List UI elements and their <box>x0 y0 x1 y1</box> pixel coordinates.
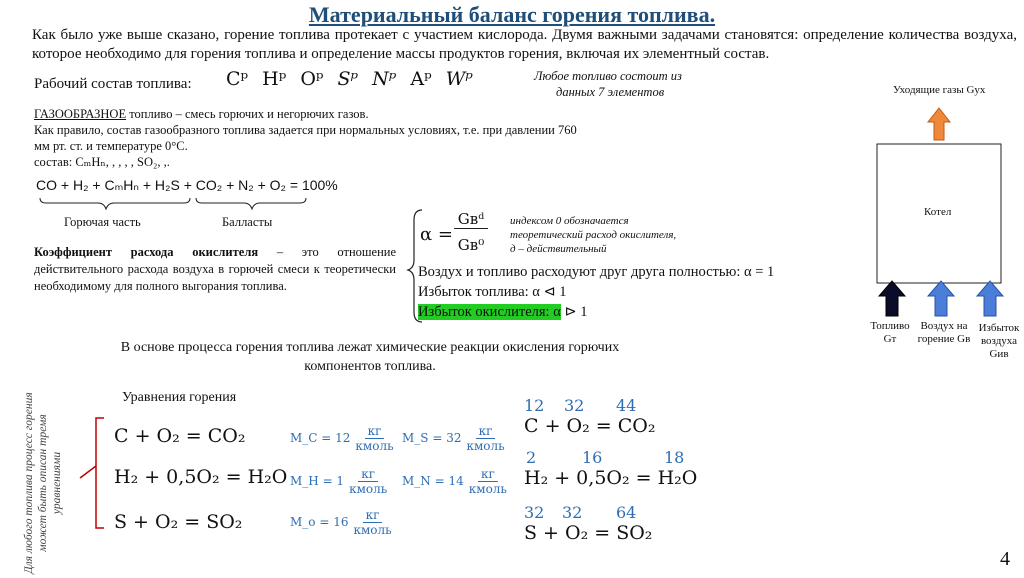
coef-definition <box>34 244 396 295</box>
mass-s: 32 <box>524 503 545 522</box>
mass-c: 12 <box>524 396 545 415</box>
mass-so2: 64 <box>616 503 637 522</box>
mass-h2: 2 <box>526 448 537 467</box>
mass-h2o: 18 <box>664 448 685 467</box>
unit-den: кмоль <box>466 439 505 453</box>
element-item: Wᵖ <box>445 68 473 90</box>
mass-half-o2: 16 <box>582 448 603 467</box>
element-item: Aᵖ <box>410 68 432 90</box>
exhaust-label: Уходящие газы Gух <box>893 84 986 96</box>
equation-sulfur-right: S + O₂ = SO₂ <box>524 522 653 544</box>
alpha-note-3: д – действительный <box>510 243 607 255</box>
gas-line3: мм рт. ст. и температуре 0°С. <box>34 139 188 153</box>
reactions-intro-2: компонентов топлива. <box>304 359 436 374</box>
molar-s-value: M_S = 32 <box>402 431 462 445</box>
page-number: 4 <box>1000 548 1010 570</box>
ballast-brace <box>196 198 306 209</box>
gas-term: ГАЗООБРАЗНОЕ <box>34 107 127 121</box>
fuel-label: Топливо Gт <box>870 320 910 345</box>
unit-num: кг <box>358 467 378 482</box>
gas-formula: CO + H₂ + CₘHₙ + H₂S + CO₂ + N₂ + O₂ = 100% <box>36 177 338 193</box>
alpha-note-1: индексом 0 обозначается <box>510 215 629 227</box>
molar-n-value: M_N = 14 <box>402 474 464 488</box>
reactions-intro <box>0 338 740 376</box>
reactions-intro-1: В основе процесса горения топлива лежат химические реакции окисления горючих <box>120 340 620 355</box>
alpha-case-equal: Воздух и топливо расходуют друг друга полностью: α = 1 <box>418 264 775 280</box>
gas-line2: Как правило, состав газообразного топлива задается при нормальных условиях, т.е. при давлении 760 <box>34 123 577 137</box>
combustible-label: Горючая часть <box>64 215 141 229</box>
molar-c-value: M_C = 12 <box>290 431 351 445</box>
alpha-numerator: Gвᵈ <box>454 210 488 229</box>
fuel-arrow <box>879 281 905 316</box>
air-arrow <box>928 281 954 316</box>
unit-den: кмоль <box>353 523 392 537</box>
gas-line1: топливо – смесь горючих и негорючих газов. <box>126 107 369 121</box>
page-title: Материальный баланс горения топлива. <box>308 2 716 27</box>
unit-den: кмоль <box>349 482 388 496</box>
equations-bracket <box>96 418 104 528</box>
side-note: Для любого топлива процесс горения может быть описан тремя уравнениями <box>23 392 63 574</box>
boiler-label: Котел <box>924 206 952 218</box>
alpha-note-2: теоретический расход окислителя, <box>510 229 677 241</box>
intro-paragraph: Как было уже выше сказано, горение топлива протекает с участием кислорода. Двумя важными задачами становятся: определение количества воздуха, которое необходимо для горения топлива и определение массы продуктов горения, включая их элементный состав. <box>32 27 1017 62</box>
unit-den: кмоль <box>355 439 394 453</box>
equation-hydrogen-right: H₂ + 0,5O₂ = H₂O <box>524 467 698 489</box>
equation-hydrogen: H₂ + 0,5O₂ = H₂O <box>114 466 288 488</box>
equation-carbon-right: C + O₂ = CO₂ <box>524 415 656 437</box>
equation-sulfur: S + O₂ = SO₂ <box>114 511 243 533</box>
excess-air-arrow <box>977 281 1003 316</box>
molar-mass-h <box>290 467 392 496</box>
gas-line4: состав: CₘHₙ, , , , , SO₂, ,. <box>34 155 170 169</box>
alpha-note <box>510 214 676 256</box>
molar-mass-s <box>402 424 510 453</box>
excess-air-label: Избыток воздуха Gив <box>978 322 1020 360</box>
ballast-label: Балласты <box>222 215 273 229</box>
element-item: Oᵖ <box>300 68 324 90</box>
alpha-case-oxidizer-excess: Избыток окислителя: α <box>418 304 561 320</box>
unit-num: кг <box>365 424 385 439</box>
unit-num: кг <box>476 424 496 439</box>
unit-num: кг <box>478 467 498 482</box>
alpha-lhs: α = <box>420 224 453 245</box>
elements-note-1: Любое топливо состоит из <box>534 69 682 83</box>
molar-mass-o <box>290 508 397 537</box>
alpha-case-fuel-excess: Избыток топлива: α ⊲ 1 <box>418 284 567 300</box>
element-item: Nᵖ <box>372 68 397 90</box>
coef-text: – это отношение действительного расхода воздуха в горючей смеси к теоретически необходимому для полного выгорания топлива. <box>34 245 396 293</box>
unit-num: кг <box>363 508 383 523</box>
working-composition-label: Рабочий состав топлива: <box>34 76 192 92</box>
element-item: Hᵖ <box>262 68 287 90</box>
alpha-case-oxidizer-rest: ⊳ 1 <box>560 304 588 320</box>
alpha-denominator: Gв⁰ <box>457 236 485 254</box>
mass-o2: 32 <box>564 396 585 415</box>
elements-note-2: данных 7 элементов <box>556 85 665 99</box>
mass-co2: 44 <box>616 396 637 415</box>
air-label: Воздух на горение Gв <box>917 320 971 345</box>
unit-den: кмоль <box>468 482 507 496</box>
molar-mass-n <box>402 467 512 496</box>
coef-term: Коэффициент расхода окислителя <box>34 245 259 259</box>
bracket-connector <box>80 466 96 478</box>
alpha-cases <box>418 262 774 322</box>
molar-o-value: M_o = 16 <box>290 515 349 529</box>
equation-carbon: C + O₂ = CO₂ <box>114 425 246 447</box>
molar-h-value: M_H = 1 <box>290 474 345 488</box>
element-item: Cᵖ <box>226 68 249 90</box>
molar-mass-c <box>290 424 399 453</box>
combustible-brace <box>40 198 190 209</box>
equations-title: Уравнения горения <box>122 390 237 405</box>
exhaust-arrow <box>928 108 950 140</box>
mass-o2-s: 32 <box>562 503 583 522</box>
element-item: Sᵖ <box>337 68 359 90</box>
